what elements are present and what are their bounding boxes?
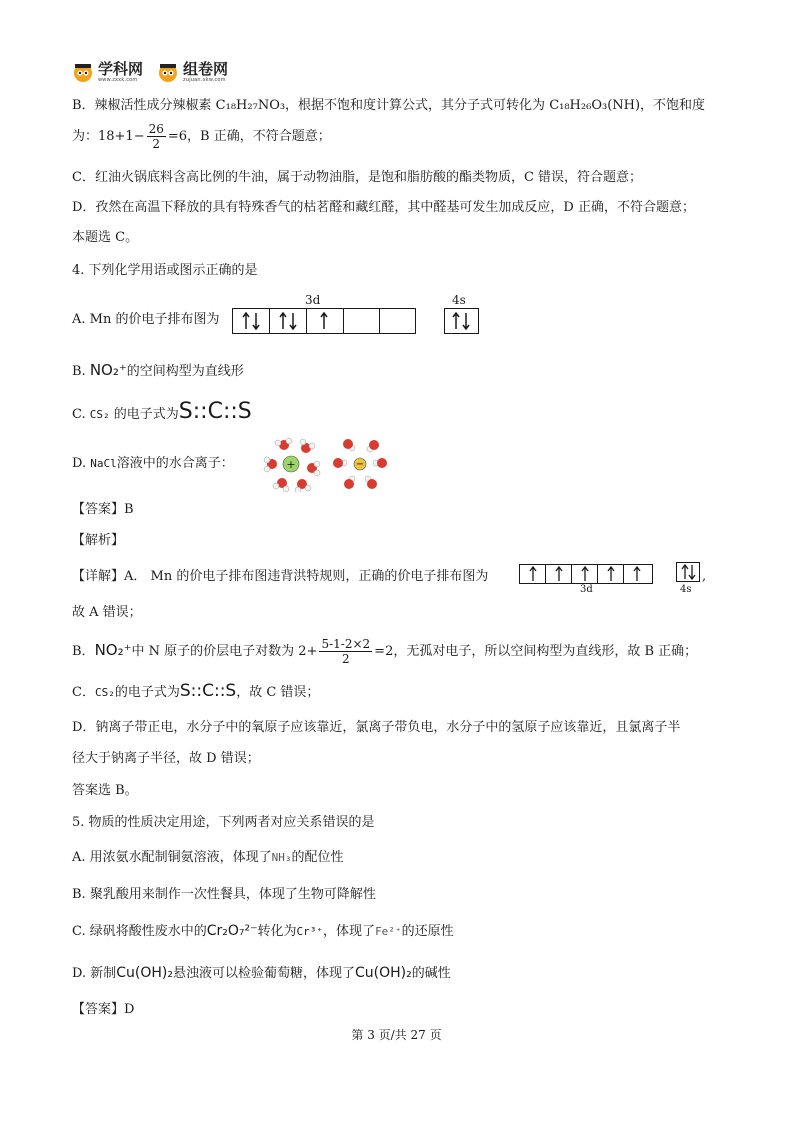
orbital-cell-updown <box>445 309 478 333</box>
logo-xuekewang[interactable] <box>72 61 143 83</box>
explanation-select: 答案选 B。 <box>72 783 138 798</box>
orbital-cell-up <box>520 565 546 583</box>
orbital-cell-empty <box>380 309 415 333</box>
orbital-cell-up <box>546 565 572 583</box>
chloride-hydrated-ion <box>333 439 387 489</box>
orbital-cell-up <box>624 565 650 583</box>
q5d-formula1: Cu(OH)₂ <box>116 965 173 981</box>
xj-3d-orbital-diagram <box>519 564 653 584</box>
q4a-3d-label: 3d <box>305 293 321 307</box>
q4d-pre: D. <box>72 456 87 471</box>
q4a-4s-orbital-diagram <box>444 308 479 334</box>
explanation-b <box>72 632 697 670</box>
q5a-pre: A. 用浓氨水配制铜氨溶液，体现了 <box>72 850 272 865</box>
frac-den: 2 <box>342 652 350 666</box>
explanation-a-conclusion: 故 A 错误； <box>72 605 142 620</box>
q4c-pre: C. <box>72 407 86 422</box>
orbital-cell-up <box>598 565 624 583</box>
q4-option-c <box>72 400 252 427</box>
q4b-formula: NO₂⁺ <box>89 361 127 379</box>
answer-5: 【答案】D <box>72 1002 135 1017</box>
logo1-sub: www.zxxk.com <box>98 76 138 83</box>
xj-b-post: =2，无孤对电子，所以空间构型为直线形，故 B 正确； <box>374 644 698 659</box>
q5-option-a <box>72 848 344 868</box>
logo1-text: 学科网 <box>98 59 144 78</box>
xj-c-electron-formula: S::C::S <box>179 681 237 701</box>
xj-3d-label: 3d <box>580 584 593 595</box>
logo-zujuanwang[interactable] <box>157 61 228 83</box>
up-arrow-icon <box>546 565 572 583</box>
q4-option-b <box>72 360 244 382</box>
option-b-line2 <box>72 122 331 152</box>
xj-c-mid: 的电子式为 <box>114 685 180 700</box>
option-b-line1: B．辣椒活性成分辣椒素 C₁₈H₂₇NO₃，根据不饱和度计算公式，其分子式可转化为 C₁₈H₂₆O₃(NH)，不饱和度 <box>72 98 706 113</box>
up-arrow-icon <box>307 309 343 333</box>
q5a-formula: NH₃ <box>271 851 292 864</box>
explanation-c <box>72 680 319 704</box>
page-number: 第 3 页/共 27 页 <box>351 1028 442 1042</box>
xj-c-pre: C． <box>72 685 95 700</box>
q5c-mid2: ，体现了 <box>323 924 376 939</box>
explanation-d-line2: 径大于钠离子半径，故 D 错误； <box>72 751 260 766</box>
up-down-arrows-icon <box>270 309 306 333</box>
logo2-sub: zujuan.xkw.com <box>183 76 226 83</box>
option-c-line: C．红油火锅底料含高比例的牛油，属于动物油脂，是饱和脂肪酸的酯类物质，C 错误，符合题意； <box>72 170 643 185</box>
b2-post: =6，B 正确，不符合题意； <box>167 129 331 144</box>
q5d-mid: 悬浊液可以检验葡萄糖，体现了 <box>172 966 355 981</box>
xj-b-formula: NO₂⁺ <box>94 641 132 659</box>
b2-pre: 为：18+1− <box>72 129 145 144</box>
frac-num: 26 <box>148 122 164 136</box>
hydrated-ions-diagram <box>262 436 392 492</box>
orbital-cell-up <box>572 565 598 583</box>
xj-4s-orbital-diagram <box>676 562 700 582</box>
q4c-formula: CS₂ <box>89 408 110 421</box>
q4d-post: 溶液中的水合离子： <box>116 456 234 471</box>
up-arrow-icon <box>520 565 546 583</box>
q5d-post: 的碱性 <box>411 966 451 981</box>
frac-num: 5-1-2×2 <box>321 637 371 651</box>
fraction-valence <box>319 637 372 666</box>
q5c-chromium: Cr³⁺ <box>296 925 324 938</box>
q5-option-c <box>72 921 454 942</box>
explanation-a-text: 【详解】A． Mn 的价电子排布图违背洪特规则，正确的价电子排布图为 <box>72 569 489 584</box>
q4-option-a-text: A. Mn 的价电子排布图为 <box>72 312 220 327</box>
orbital-cell-empty <box>344 309 380 333</box>
sodium-hydrated-ion <box>264 438 320 492</box>
up-arrow-icon <box>624 565 650 583</box>
xj-c-formula: CS₂ <box>94 686 115 699</box>
question-5-title: 5. 物质的性质决定用途，下列两者对应关系错误的是 <box>72 815 375 830</box>
q4c-mid: 的电子式为 <box>113 407 179 422</box>
frac-den: 2 <box>152 137 161 151</box>
header-logos <box>72 58 228 86</box>
logo2-text: 组卷网 <box>183 59 229 78</box>
q5-option-d <box>72 963 451 984</box>
question-4-title: 4. 下列化学用语或图示正确的是 <box>72 263 258 278</box>
q4d-formula: NaCl <box>90 457 117 470</box>
q5d-pre: D. 新制 <box>72 966 117 981</box>
up-down-arrows-icon <box>445 309 478 333</box>
owl-logo-icon <box>72 61 94 83</box>
up-arrow-icon <box>572 565 598 583</box>
q5c-post: 的还原性 <box>401 924 454 939</box>
up-arrow-icon <box>598 565 624 583</box>
xj-c-post: ，故 C 错误； <box>236 685 320 700</box>
q4b-post: 的空间构型为直线形 <box>126 364 244 379</box>
explanation-d-line1: D．钠离子带正电，水分子中的氧原子应该靠近，氯离子带负电，水分子中的氢原子应该靠近，且氯离子半 <box>72 720 681 735</box>
analysis-label-4: 【解析】 <box>72 533 125 548</box>
q5a-post: 的配位性 <box>291 850 344 865</box>
q4-option-d <box>72 454 234 474</box>
up-down-arrows-icon <box>233 309 269 333</box>
orbital-cell-updown <box>677 563 699 581</box>
answer-4: 【答案】B <box>72 502 134 517</box>
xj-4s-label: 4s <box>680 584 692 595</box>
q5d-formula2: Cu(OH)₂ <box>354 965 412 981</box>
fraction-26-2 <box>147 122 166 151</box>
owl-logo-icon <box>157 61 179 83</box>
select-c-line: 本题选 C。 <box>72 230 139 245</box>
q5-option-b: B. 聚乳酸用来制作一次性餐具，体现了生物可降解性 <box>72 887 376 902</box>
q4a-3d-orbital-diagram <box>232 308 416 334</box>
orbital-cell-updown <box>270 309 307 333</box>
q4a-4s-label: 4s <box>452 293 466 307</box>
svg-text:+: + <box>286 458 296 471</box>
q5c-iron: Fe²⁺ <box>375 925 402 938</box>
orbital-cell-updown <box>233 309 270 333</box>
q4c-electron-formula: S::C::S <box>178 399 252 424</box>
orbital-cell-up <box>307 309 344 333</box>
q5c-dichromate: Cr₂O₇²⁻ <box>206 923 258 939</box>
comma: , <box>702 569 707 584</box>
q4b-pre: B. <box>72 364 86 379</box>
option-d-line: D．孜然在高温下释放的具有特殊香气的枯茗醛和藏红醛，其中醛基可发生加成反应，D 正确，不符合题意； <box>72 200 695 215</box>
xj-b-pre: B． <box>72 644 95 659</box>
q5c-mid: 转化为 <box>257 924 297 939</box>
xj-b-mid: 中 N 原子的价层电子对数为 2+ <box>131 644 318 659</box>
svg-text:−: − <box>355 459 365 470</box>
up-down-arrows-icon <box>677 563 699 581</box>
q5c-pre: C. 绿矾将酸性废水中的 <box>72 924 207 939</box>
